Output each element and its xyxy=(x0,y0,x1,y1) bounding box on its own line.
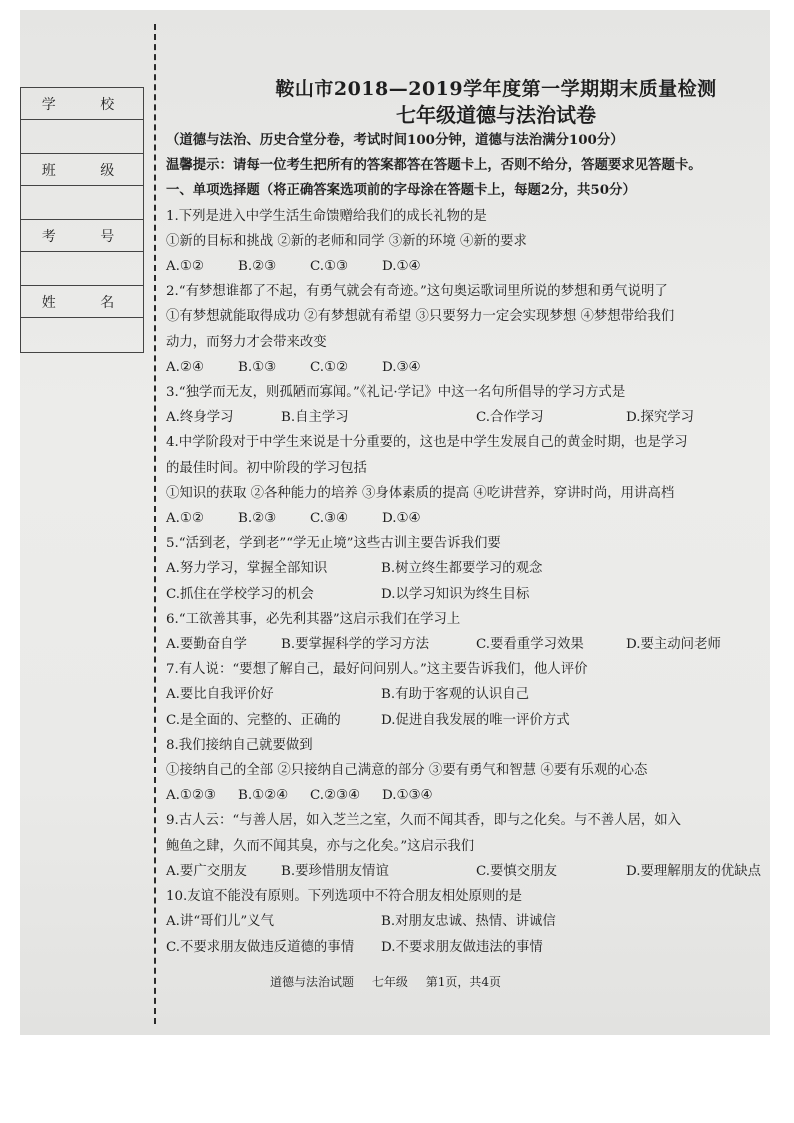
page-footer xyxy=(270,973,515,990)
question-stem-line: 4.中学阶段对于中学生来说是十分重要的，这也是中学生发展自己的黄金时期，也是学习 xyxy=(166,435,688,451)
exam-subtitle: 七年级道德与法治试卷 xyxy=(396,103,596,127)
exam-paper-photo xyxy=(20,10,770,1035)
option-row xyxy=(166,405,766,430)
option-c: C.要慎交朋友 xyxy=(476,863,557,879)
option-b: B.②③ xyxy=(238,259,277,275)
option-row xyxy=(166,708,766,733)
class-field xyxy=(21,186,143,220)
section-heading: 一、单项选择题（将正确答案选项前的字母涂在答题卡上，每题2分，共50分） xyxy=(166,182,636,199)
option-a: A.努力学习，掌握全部知识 xyxy=(166,561,328,577)
question-stem-line: ①新的目标和挑战 ②新的老师和同学 ③新的环境 ④新的要求 xyxy=(166,233,527,249)
option-a: A.①②③ xyxy=(166,788,216,804)
option-c: C.不要求朋友做违反道德的事情 xyxy=(166,939,355,955)
option-row xyxy=(166,859,766,884)
question-stem-line: 9.古人云：“与善人居，如入芝兰之室，久而不闻其香，即与之化矣。与不善人居，如入 xyxy=(166,813,682,829)
option-c: C.②③④ xyxy=(310,788,361,804)
question-1 xyxy=(166,204,766,280)
option-d: D.要理解朋友的优缺点 xyxy=(626,863,762,879)
option-a: A.要广交朋友 xyxy=(166,863,247,879)
option-a: A.要勤奋自学 xyxy=(166,637,247,653)
option-d: D.以学习知识为终生目标 xyxy=(381,586,530,602)
question-stem-line: 鲍鱼之肆，久而不闻其臭，亦与之化矣。”这启示我们 xyxy=(166,838,475,854)
question-9 xyxy=(166,808,766,884)
exam-content xyxy=(166,76,766,960)
footer-subject: 道德与法治试题 xyxy=(270,975,355,989)
option-b: B.②③ xyxy=(238,511,277,527)
question-stem-line: 2.“有梦想谁都了不起，有勇气就会有奇迹。”这句奥运歌词里所说的梦想和勇气说明了 xyxy=(166,284,668,300)
option-a: A.讲“哥们儿”义气 xyxy=(166,914,274,930)
option-row xyxy=(166,909,766,934)
binding-dashed-line xyxy=(154,24,156,1024)
question-stem-line: 7.有人说：“要想了解自己，最好问问别人。”这主要告诉我们，他人评价 xyxy=(166,662,588,678)
option-c: C.抓住在学校学习的机会 xyxy=(166,586,314,602)
option-b: B.①③ xyxy=(238,359,277,375)
footer-page: 第1页，共4页 xyxy=(425,975,501,989)
question-stem-line: 1.下列是进入中学生活生命馈赠给我们的成长礼物的是 xyxy=(166,208,487,224)
option-d: D.不要求朋友做违法的事情 xyxy=(381,939,543,955)
option-d: D.探究学习 xyxy=(626,410,695,426)
student-info-table xyxy=(20,87,144,353)
option-row xyxy=(166,582,766,607)
option-a: A.①② xyxy=(166,259,204,275)
question-stem-line: 动力，而努力才会带来改变 xyxy=(166,334,327,350)
option-b: B.①②④ xyxy=(238,788,289,804)
option-row xyxy=(166,556,766,581)
option-row xyxy=(166,506,766,531)
option-c: C.③④ xyxy=(310,511,349,527)
option-b: B.要掌握科学的学习方法 xyxy=(281,637,430,653)
name-field xyxy=(21,318,143,352)
exam-note: （道德与法治、历史合堂分卷，考试时间100分钟，道德与法治满分100分） xyxy=(166,132,624,148)
option-d: D.促进自我发展的唯一评价方式 xyxy=(381,712,570,728)
question-4 xyxy=(166,430,766,531)
option-a: A.①② xyxy=(166,511,204,527)
option-row xyxy=(166,254,766,279)
option-a: A.②④ xyxy=(166,359,204,375)
option-b: B.要珍惜朋友情谊 xyxy=(281,863,389,879)
option-b: B.树立终生都要学习的观念 xyxy=(381,561,543,577)
question-6 xyxy=(166,607,766,657)
exam-number-field xyxy=(21,252,143,286)
option-d: D.①④ xyxy=(382,259,421,275)
school-field xyxy=(21,120,143,154)
question-stem-line: 的最佳时间。初中阶段的学习包括 xyxy=(166,460,367,476)
question-10 xyxy=(166,884,766,960)
question-2 xyxy=(166,279,766,380)
option-d: D.③④ xyxy=(382,359,421,375)
option-row xyxy=(166,632,766,657)
option-row xyxy=(166,682,766,707)
option-b: B.自主学习 xyxy=(281,410,349,426)
question-stem-line: ①有梦想就能取得成功 ②有梦想就有希望 ③只要努力一定会实现梦想 ④梦想带给我们 xyxy=(166,309,675,325)
question-stem-line: ①知识的获取 ②各种能力的培养 ③身体素质的提高 ④吃讲营养，穿讲时尚，用讲高档 xyxy=(166,485,675,501)
footer-grade: 七年级 xyxy=(371,975,408,989)
option-d: D.①③④ xyxy=(382,788,433,804)
question-list xyxy=(166,204,766,960)
question-7 xyxy=(166,657,766,733)
option-d: D.①④ xyxy=(382,511,421,527)
class-label: 班 级 xyxy=(21,154,143,186)
exam-number-label: 考 号 xyxy=(21,220,143,252)
option-a: A.要比自我评价好 xyxy=(166,687,274,703)
question-3 xyxy=(166,380,766,430)
school-label: 学 校 xyxy=(21,88,143,120)
name-label: 姓 名 xyxy=(21,286,143,318)
exam-title: 鞍山市2018—2019学年度第一学期期末质量检测 xyxy=(275,78,717,100)
question-8 xyxy=(166,733,766,809)
option-c: C.是全面的、完整的、正确的 xyxy=(166,712,341,728)
option-row xyxy=(166,935,766,960)
question-stem-line: ①接纳自己的全部 ②只接纳自己满意的部分 ③要有勇气和智慧 ④要有乐观的心态 xyxy=(166,763,648,779)
option-c: C.合作学习 xyxy=(476,410,544,426)
option-c: C.①③ xyxy=(310,259,349,275)
option-b: B.有助于客观的认识自己 xyxy=(381,687,530,703)
question-stem-line: 6.“工欲善其事，必先利其器”这启示我们在学习上 xyxy=(166,611,461,627)
option-row xyxy=(166,355,766,380)
option-a: A.终身学习 xyxy=(166,410,234,426)
exam-tip: 温馨提示：请每一位考生把所有的答案都答在答题卡上，否则不给分，答题要求见答题卡。 xyxy=(166,157,702,174)
question-5 xyxy=(166,531,766,607)
option-d: D.要主动问老师 xyxy=(626,637,721,653)
option-c: C.要看重学习效果 xyxy=(476,637,584,653)
question-stem-line: 5.“活到老，学到老”“学无止境”这些古训主要告诉我们要 xyxy=(166,536,501,552)
question-stem-line: 3.“独学而无友，则孤陋而寡闻。”《礼记·学记》中这一名句所倡导的学习方式是 xyxy=(166,385,626,401)
option-b: B.对朋友忠诚、热情、讲诚信 xyxy=(381,914,556,930)
question-stem-line: 8.我们接纳自己就要做到 xyxy=(166,737,313,753)
question-stem-line: 10.友谊不能没有原则。下列选项中不符合朋友相处原则的是 xyxy=(166,889,523,905)
option-c: C.①② xyxy=(310,359,349,375)
option-row xyxy=(166,783,766,808)
